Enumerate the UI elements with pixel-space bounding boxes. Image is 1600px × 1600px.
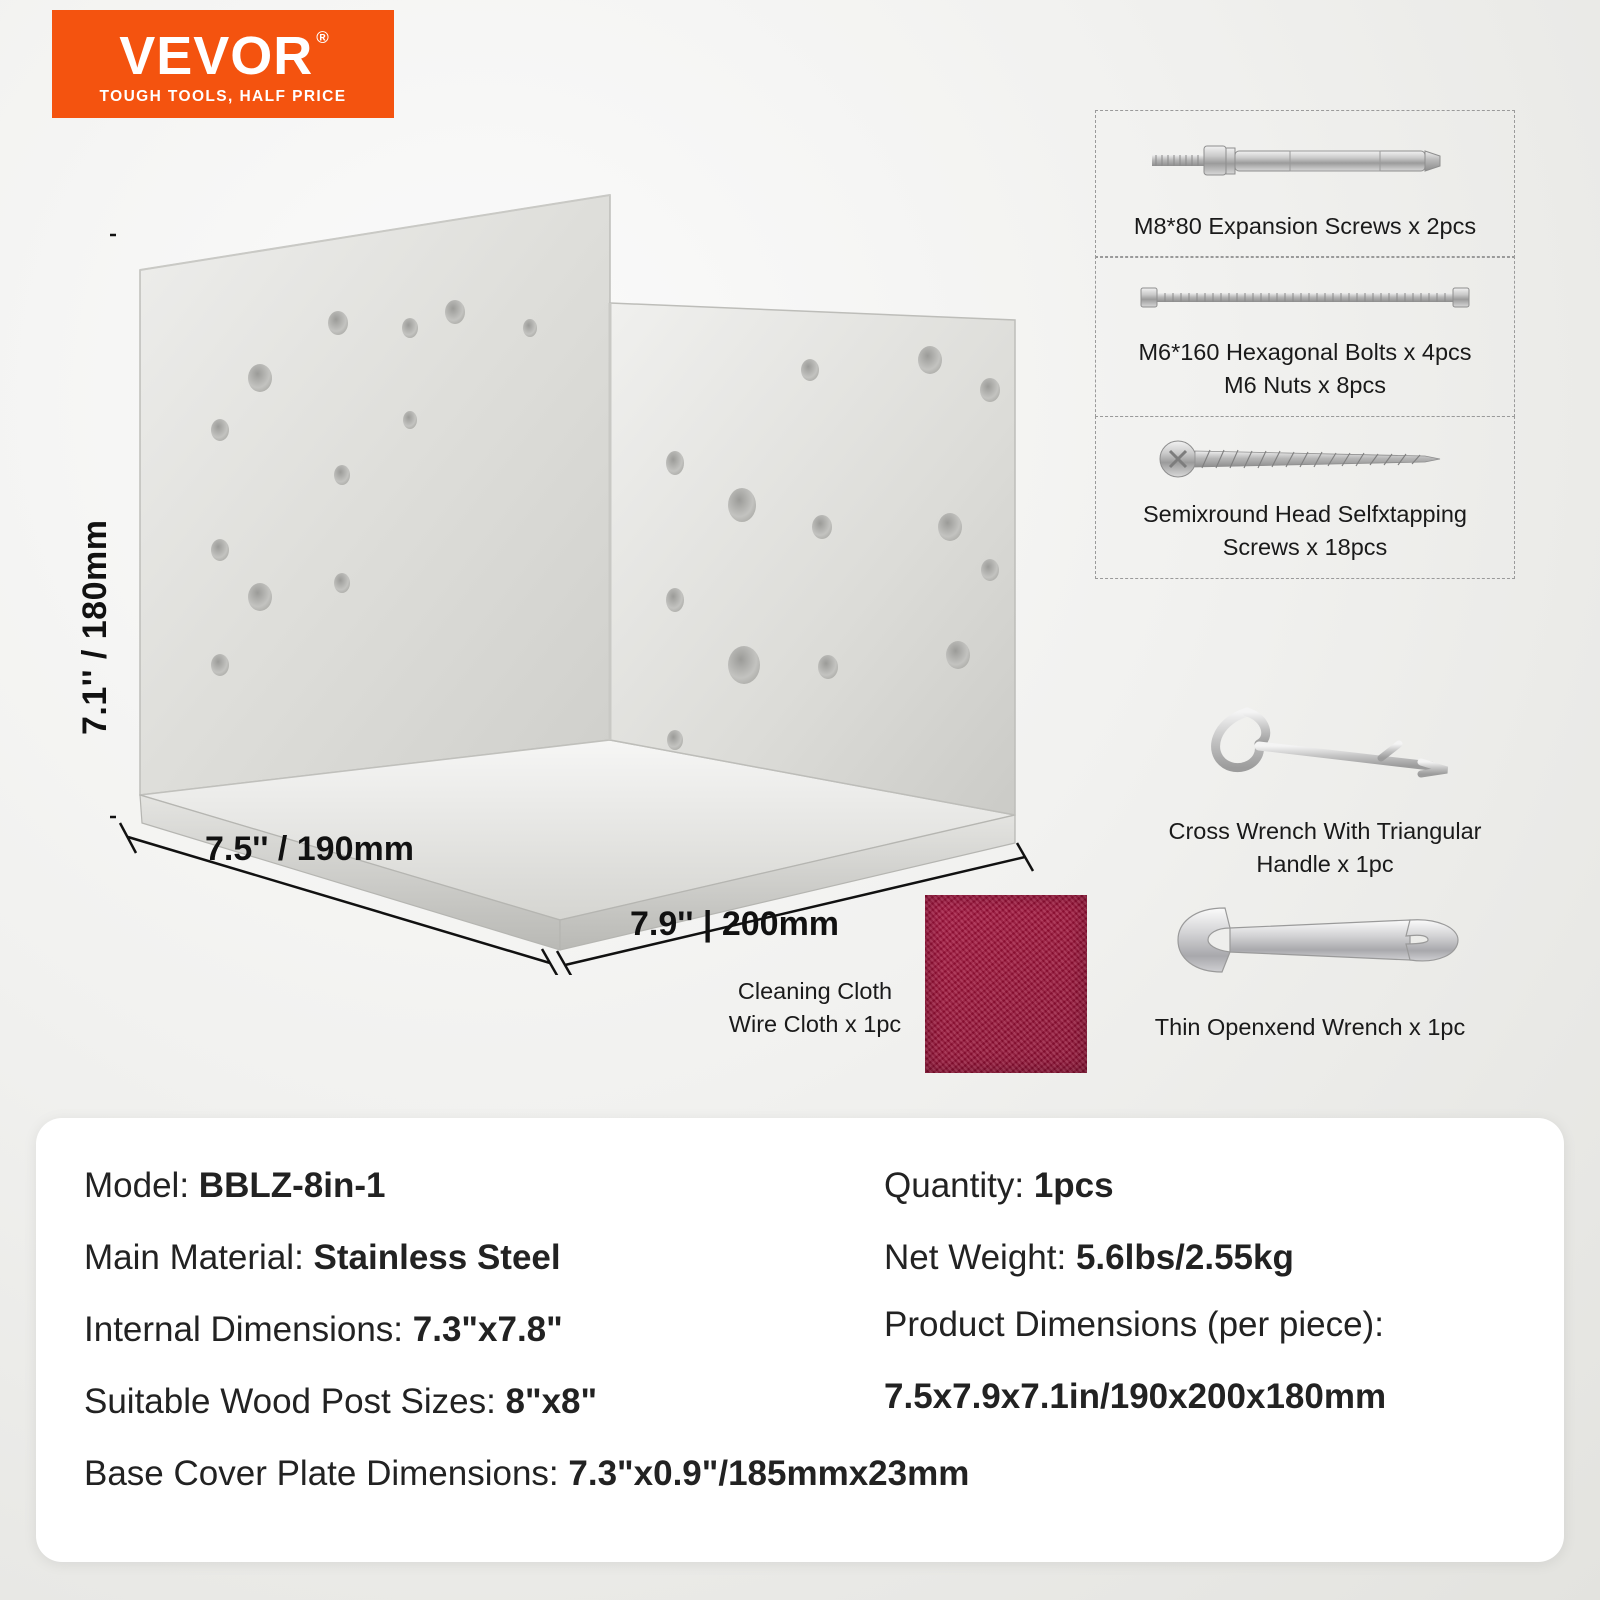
spec-internal-key: Internal Dimensions: bbox=[84, 1310, 404, 1349]
spec-base-value: 7.3"x0.9"/185mmx23mm bbox=[568, 1454, 970, 1493]
part-label-expansion-screws: M8*80 Expansion Screws x 2pcs bbox=[1133, 213, 1477, 239]
spec-material-key: Main Material: bbox=[84, 1238, 304, 1277]
specification-card bbox=[36, 1118, 1564, 1562]
spec-base-cover-plate bbox=[84, 1438, 1524, 1510]
part-hex-bolts bbox=[1095, 256, 1515, 417]
brand-tagline: TOUGH TOOLS, HALF PRICE bbox=[99, 87, 347, 105]
spec-internal-value: 7.3"x7.8" bbox=[412, 1310, 563, 1349]
dimension-height-label: 7.1'' / 180mm bbox=[76, 519, 114, 735]
spec-material bbox=[84, 1222, 884, 1294]
spec-weight-key: Net Weight: bbox=[884, 1238, 1067, 1277]
spec-base-key: Base Cover Plate Dimensions: bbox=[84, 1454, 559, 1493]
spec-post-key: Suitable Wood Post Sizes: bbox=[84, 1382, 496, 1421]
open-end-wrench-icon bbox=[1170, 890, 1470, 1000]
specification-grid bbox=[84, 1150, 1524, 1510]
cleaning-cloth-image bbox=[925, 895, 1087, 1073]
registered-mark: ® bbox=[316, 27, 330, 47]
dimension-width-label: 7.5'' / 190mm bbox=[205, 830, 414, 868]
part-expansion-screws bbox=[1095, 110, 1515, 258]
spec-post-size bbox=[84, 1366, 884, 1438]
spec-weight-value: 5.6lbs/2.55kg bbox=[1075, 1238, 1294, 1277]
cross-wrench-label-line1: Cross Wrench With Triangular bbox=[1168, 818, 1482, 844]
part-label-hex-nuts-line2: M6 Nuts x 8pcs bbox=[1224, 372, 1386, 399]
brand-name bbox=[119, 23, 330, 86]
open-end-wrench-label: Thin Openxend Wrench x 1pc bbox=[1154, 1014, 1466, 1040]
spec-model-value: BBLZ-8in-1 bbox=[198, 1166, 386, 1205]
spec-product-dims-value: 7.5x7.9x7.1in/190x200x180mm bbox=[884, 1377, 1387, 1416]
spec-quantity-key: Quantity: bbox=[884, 1166, 1025, 1205]
spec-product-dimensions-value-row bbox=[884, 1366, 1524, 1438]
spec-model bbox=[84, 1150, 884, 1222]
part-label-self-tapping-line1: Semixround Head Selfxtapping bbox=[1143, 500, 1467, 527]
cleaning-cloth-label-line1: Cleaning Cloth bbox=[737, 978, 893, 1004]
spec-quantity-value: 1pcs bbox=[1033, 1166, 1114, 1205]
accessory-parts-list bbox=[1095, 110, 1515, 577]
hex-bolt-icon bbox=[1125, 275, 1485, 321]
cross-wrench-icon bbox=[1185, 700, 1465, 800]
dimension-depth-label: 7.9'' | 200mm bbox=[630, 905, 840, 943]
spec-weight bbox=[884, 1222, 1524, 1294]
cleaning-cloth-label bbox=[700, 975, 930, 1041]
self-tapping-screw-icon bbox=[1140, 435, 1470, 483]
spec-quantity bbox=[884, 1150, 1524, 1222]
spec-post-value: 8"x8" bbox=[505, 1382, 598, 1421]
cross-wrench-label-line2: Handle x 1pc bbox=[1256, 851, 1394, 877]
vevor-logo bbox=[52, 10, 394, 118]
spec-material-value: Stainless Steel bbox=[313, 1238, 561, 1277]
part-label-hex-bolts-line1: M6*160 Hexagonal Bolts x 4pcs bbox=[1138, 339, 1472, 366]
open-end-wrench-group bbox=[1110, 890, 1510, 1044]
cleaning-cloth-label-line2: Wire Cloth x 1pc bbox=[728, 1011, 902, 1037]
spec-model-key: Model: bbox=[84, 1166, 190, 1205]
brand-text: VEVOR bbox=[119, 25, 314, 86]
spec-product-dims-key: Product Dimensions (per piece): bbox=[884, 1305, 1384, 1344]
product-illustration bbox=[76, 175, 1070, 975]
cross-wrench-group bbox=[1135, 700, 1515, 881]
part-self-tapping-screws bbox=[1095, 416, 1515, 579]
spec-product-dimensions bbox=[884, 1294, 1524, 1366]
expansion-screw-icon bbox=[1140, 129, 1470, 195]
part-label-self-tapping-line2: Screws x 18pcs bbox=[1222, 533, 1388, 560]
spec-internal-dimensions bbox=[84, 1294, 884, 1366]
